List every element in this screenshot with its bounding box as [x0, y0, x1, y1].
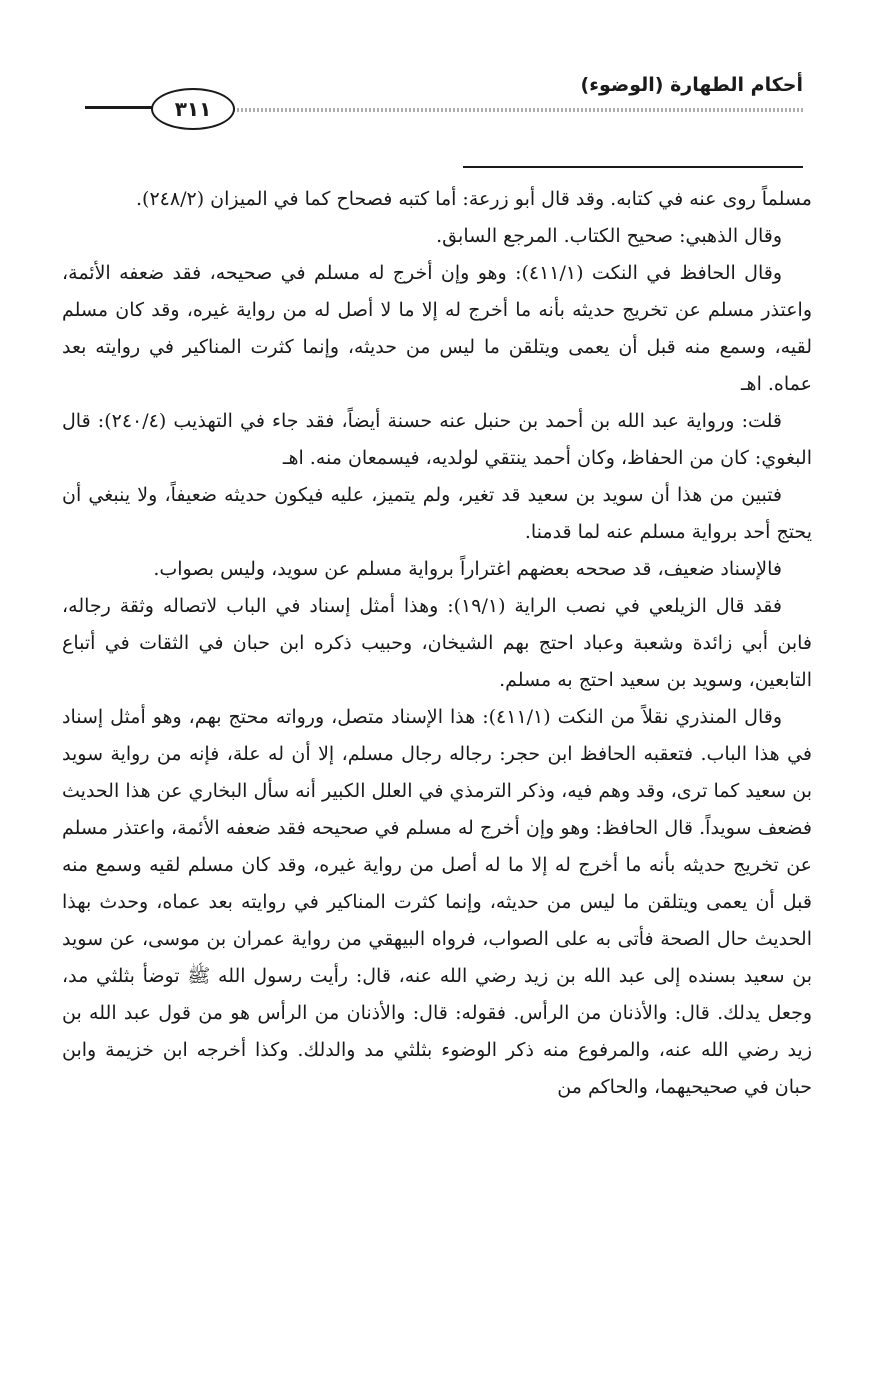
paragraph-6: فالإسناد ضعيف، قد صححه بعضهم اغتراراً برواية مسلم عن سويد، وليس بصواب.	[153, 558, 782, 580]
footnote-separator	[463, 166, 803, 168]
page-number-badge: ٣١١	[151, 88, 235, 130]
paragraph-3: وقال الحافظ في النكت (٤١١/١): وهو وإن أخرج له مسلم في صحيحه، فقد ضعفه الأئمة، واعتذر مسلم عن تخريج حديثه بأنه ما أخرج له إلا ما لا أصل له من رواية غيره، وقد كان مسلم لقيه، وسمع منه قبل أن يعمى ويتلقن ما ليس من حديثه، وإنما كثرت المناكير في روايته بعد عماه. اهـ	[62, 262, 812, 395]
header-rule-dotted	[225, 108, 803, 112]
header-rule-left	[85, 106, 155, 109]
footnote-text	[62, 181, 812, 1106]
page-header	[85, 70, 803, 130]
paragraph-7: فقد قال الزيلعي في نصب الراية (١٩/١): وهذا أمثل إسناد في الباب لاتصاله وثقة رجاله، فابن أبي زائدة وشعبة وعباد احتج بهم الشيخان، وحبيب ذكره ابن حبان في الثقات في أتباع التابعين، وسويد بن سعيد احتج به مسلم.	[62, 595, 812, 691]
paragraph-5: فتبين من هذا أن سويد بن سعيد قد تغير، ولم يتميز، عليه فيكون حديثه ضعيفاً، ولا ينبغي أن يحتج أحد برواية مسلم عنه لما قدمنا.	[62, 484, 812, 543]
paragraph-4: قلت: ورواية عبد الله بن أحمد بن حنبل عنه حسنة أيضاً، فقد جاء في التهذيب (٢٤٠/٤): قال البغوي: كان من الحفاظ، وكان أحمد ينتقي لولديه، فيسمعان منه. اهـ	[62, 410, 812, 469]
paragraph-2: وقال الذهبي: صحيح الكتاب. المرجع السابق.	[436, 225, 782, 247]
book-title: أحكام الطهارة (الوضوء)	[580, 74, 803, 96]
paragraph-8: وقال المنذري نقلاً من النكت (٤١١/١): هذا الإسناد متصل، ورواته محتج بهم، وهو أمثل إسناد في هذا الباب. فتعقبه الحافظ ابن حجر: رجاله رجال مسلم، إلا أن له علة، فإنه من رواية سويد بن سعيد كما ترى، وقد وهم فيه، وذكر الترمذي في العلل الكبير أنه سأل البخاري عن هذا الحديث فضعف سويداً. قال الحافظ: وهو وإن أخرج له مسلم في صحيحه فقد ضعفه الأئمة، واعتذر مسلم عن تخريج حديثه بأنه ما أخرج له إلا ما له أصل من رواية غيره، وقد كان مسلم لقيه وسمع منه قبل أن يعمى ويتلقن ما ليس من حديثه، وإنما كثرت المناكير في روايته بعد عماه، وحدث بهذا الحديث حال الصحة فأتى به على الصواب، فرواه البيهقي من رواية عمران بن موسى، عن سويد بن سعيد بسنده إلى عبد الله بن زيد رضي الله عنه، قال: رأيت رسول الله ﷺ توضأ بثلثي مد، وجعل يدلك. قال: والأذنان من الرأس. فقوله: قال: والأذنان من الرأس هو من قول عبد الله بن زيد رضي الله عنه، والمرفوع منه ذكر الوضوء بثلثي مد والدلك. وكذا أخرجه ابن خزيمة وابن حبان في صحيحيهما، والحاكم من	[62, 706, 812, 1098]
paragraph-1: مسلماً روى عنه في كتابه. وقد قال أبو زرعة: أما كتبه فصحاح كما في الميزان (٢٤٨/٢).	[136, 188, 812, 210]
